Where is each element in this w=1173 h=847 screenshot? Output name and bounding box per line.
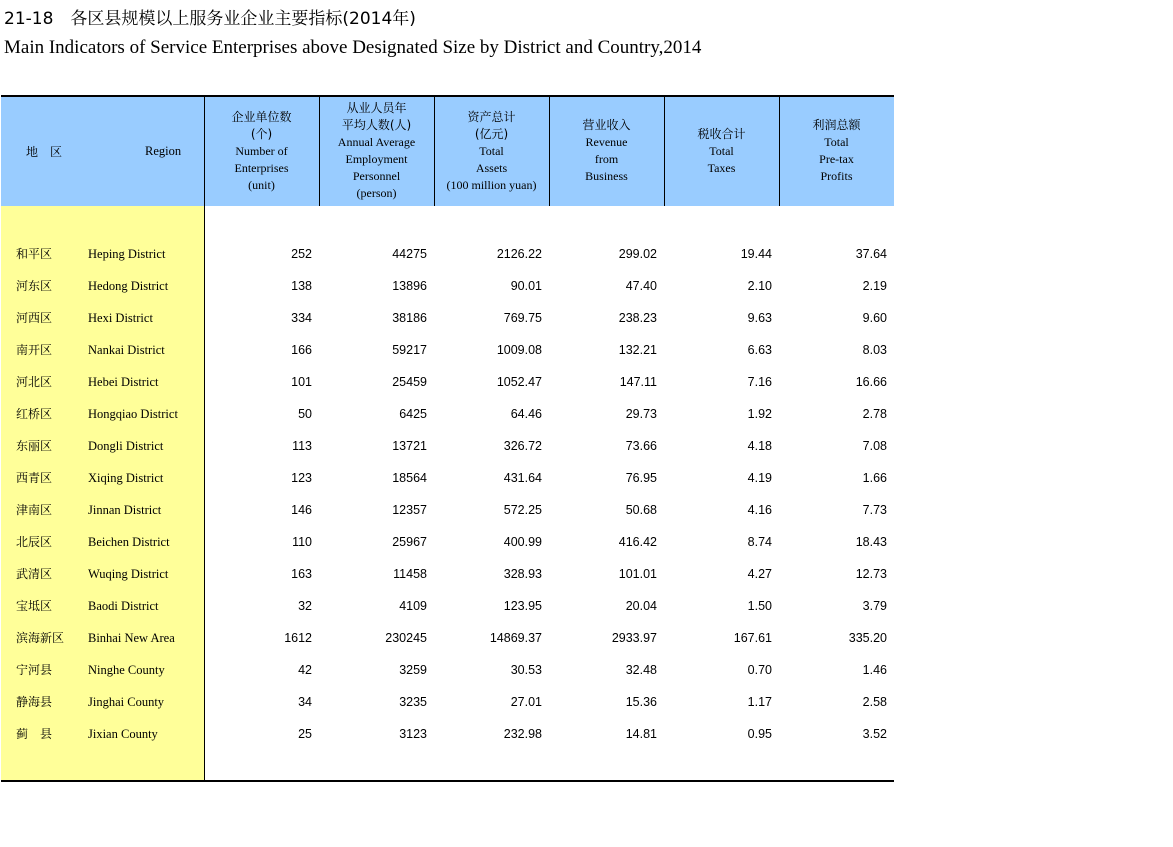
- region-name-cn: 河东区: [16, 279, 53, 293]
- value-cell: 12.73: [855, 567, 887, 581]
- value-cell: 4.27: [747, 567, 772, 581]
- table-row: [0, 661, 894, 693]
- value-cell: 13896: [392, 279, 427, 293]
- value-cell: 7.08: [862, 439, 887, 453]
- column-header-cn: (亿元): [474, 126, 509, 141]
- value-cell: 299.02: [618, 247, 657, 261]
- value-cell: 7.73: [862, 503, 887, 517]
- table-row: [0, 469, 894, 501]
- table-top-border: [1, 95, 894, 97]
- column-header-en: (100 million yuan): [446, 177, 537, 192]
- column-divider: [664, 96, 665, 206]
- region-name-cn: 蓟 县: [16, 727, 53, 741]
- column-header-en: Business: [585, 169, 628, 183]
- value-cell: 4.19: [747, 471, 772, 485]
- region-name-en: Ninghe County: [88, 663, 165, 677]
- table-row: [0, 693, 894, 725]
- region-name-en: Baodi District: [88, 599, 159, 613]
- table-row: [0, 725, 894, 757]
- value-cell: 16.66: [855, 375, 887, 389]
- region-name-cn: 宁河县: [16, 663, 53, 677]
- table-row: [0, 405, 894, 437]
- value-cell: 416.42: [618, 535, 657, 549]
- region-name-cn: 武清区: [16, 567, 53, 581]
- value-cell: 15.36: [625, 695, 657, 709]
- column-divider: [779, 96, 780, 206]
- value-cell: 123: [291, 471, 312, 485]
- value-cell: 47.40: [625, 279, 657, 293]
- value-cell: 25: [298, 727, 312, 741]
- value-cell: 431.64: [503, 471, 542, 485]
- value-cell: 146: [291, 503, 312, 517]
- value-cell: 230245: [385, 631, 427, 645]
- value-cell: 7.16: [747, 375, 772, 389]
- value-cell: 8.03: [862, 343, 887, 357]
- value-cell: 20.04: [625, 599, 657, 613]
- value-cell: 50.68: [625, 503, 657, 517]
- table-row: [0, 437, 894, 469]
- value-cell: 3123: [399, 727, 427, 741]
- column-header-en: Profits: [820, 169, 853, 183]
- region-name-en: Jinghai County: [88, 695, 165, 709]
- value-cell: 1.46: [862, 663, 887, 677]
- value-cell: 19.44: [740, 247, 772, 261]
- value-cell: 2.19: [862, 279, 887, 293]
- column-header-en: Assets: [475, 160, 508, 175]
- value-cell: 769.75: [503, 311, 542, 325]
- value-cell: 238.23: [618, 311, 657, 325]
- value-cell: 123.95: [503, 599, 542, 613]
- table-row: [0, 277, 894, 309]
- value-cell: 32: [298, 599, 312, 613]
- table-row: [0, 341, 894, 373]
- table-row: [0, 501, 894, 533]
- region-name-cn: 津南区: [16, 503, 53, 517]
- region-name-en: Nankai District: [88, 343, 165, 357]
- column-header: [204, 96, 319, 206]
- value-cell: 11458: [393, 567, 427, 581]
- header-region-cn: 地 区: [26, 144, 63, 159]
- value-cell: 1009.08: [496, 343, 542, 357]
- column-header-en: Taxes: [707, 160, 736, 175]
- region-name-cn: 河西区: [16, 311, 53, 325]
- column-header-en: Total: [479, 143, 504, 158]
- region-name-cn: 宝坻区: [16, 599, 53, 613]
- column-header: [779, 96, 894, 206]
- value-cell: 3.79: [862, 599, 887, 613]
- value-cell: 76.95: [625, 471, 657, 485]
- column-header-en: Total: [709, 143, 734, 158]
- column-header-cn: 税收合计: [697, 126, 746, 141]
- value-cell: 14.81: [625, 727, 657, 741]
- column-header-en: Total: [824, 135, 849, 149]
- value-cell: 6425: [399, 407, 427, 421]
- table-title-chinese: 21-18 各区县规模以上服务业企业主要指标(2014年): [4, 9, 416, 29]
- value-cell: 30.53: [510, 663, 542, 677]
- value-cell: 3235: [399, 695, 427, 709]
- value-cell: 2.58: [862, 695, 887, 709]
- value-cell: 64.46: [510, 407, 542, 421]
- table-row: [0, 309, 894, 341]
- value-cell: 4.18: [747, 439, 772, 453]
- value-cell: 328.93: [503, 567, 542, 581]
- column-header: [319, 96, 434, 206]
- value-cell: 0.95: [747, 727, 772, 741]
- column-header-en: Employment: [345, 152, 408, 166]
- value-cell: 326.72: [503, 439, 542, 453]
- column-header-cn: 利润总额: [812, 118, 861, 132]
- value-cell: 50: [298, 407, 312, 421]
- column-header: [434, 96, 549, 206]
- column-header-cn: (个): [250, 126, 273, 141]
- value-cell: 113: [292, 439, 312, 453]
- column-header-cn: 平均人数(人): [341, 118, 412, 132]
- value-cell: 12357: [392, 503, 427, 517]
- region-name-en: Hedong District: [88, 279, 169, 293]
- value-cell: 9.60: [862, 311, 887, 325]
- value-cell: 4109: [399, 599, 427, 613]
- region-name-cn: 西青区: [16, 471, 53, 485]
- value-cell: 101.01: [618, 567, 657, 581]
- table-row: [0, 373, 894, 405]
- region-name-en: Heping District: [88, 247, 166, 261]
- value-cell: 2126.22: [496, 247, 542, 261]
- value-cell: 1.66: [862, 471, 887, 485]
- value-cell: 25459: [392, 375, 427, 389]
- value-cell: 2.10: [747, 279, 772, 293]
- region-name-cn: 东丽区: [16, 439, 53, 453]
- value-cell: 1.17: [747, 695, 772, 709]
- column-header-en: Pre-tax: [819, 152, 854, 166]
- value-cell: 90.01: [510, 279, 542, 293]
- value-cell: 6.63: [747, 343, 772, 357]
- region-name-cn: 河北区: [16, 375, 53, 389]
- column-header-en: Personnel: [352, 169, 401, 183]
- value-cell: 59217: [392, 343, 427, 357]
- value-cell: 252: [291, 247, 312, 261]
- value-cell: 0.70: [747, 663, 772, 677]
- value-cell: 132.21: [618, 343, 657, 357]
- header-region-en: Region: [145, 143, 182, 158]
- value-cell: 572.25: [503, 503, 542, 517]
- value-cell: 18564: [392, 471, 427, 485]
- column-header-en: (unit): [248, 177, 275, 192]
- region-name-en: Beichen District: [88, 535, 170, 549]
- value-cell: 8.74: [747, 535, 772, 549]
- region-name-cn: 红桥区: [16, 407, 53, 421]
- region-name-en: Wuqing District: [88, 567, 169, 581]
- column-header-cn: 从业人员年: [346, 101, 407, 115]
- value-cell: 1.92: [747, 407, 772, 421]
- column-header: [664, 96, 779, 206]
- value-cell: 334: [291, 311, 312, 325]
- region-name-en: Hongqiao District: [88, 407, 178, 421]
- table-row: [0, 629, 894, 661]
- column-header-en: from: [594, 152, 619, 166]
- value-cell: 3259: [399, 663, 427, 677]
- value-cell: 1612: [284, 631, 312, 645]
- value-cell: 2933.97: [611, 631, 657, 645]
- value-cell: 1.50: [747, 599, 772, 613]
- table-bottom-border: [1, 780, 894, 782]
- value-cell: 101: [291, 375, 312, 389]
- value-cell: 42: [298, 663, 312, 677]
- value-cell: 2.78: [862, 407, 887, 421]
- column-header-en: Annual Average: [337, 135, 416, 149]
- column-divider: [549, 96, 550, 206]
- value-cell: 73.66: [625, 439, 657, 453]
- value-cell: 32.48: [625, 663, 657, 677]
- value-cell: 4.16: [747, 503, 772, 517]
- region-name-en: Hexi District: [88, 311, 153, 325]
- value-cell: 147.11: [619, 375, 657, 389]
- value-cell: 9.63: [747, 311, 772, 325]
- value-cell: 163: [291, 567, 312, 581]
- table-row: [0, 565, 894, 597]
- value-cell: 138: [291, 279, 312, 293]
- column-header-cn: 企业单位数: [231, 109, 292, 124]
- value-cell: 167.61: [733, 631, 772, 645]
- value-cell: 400.99: [503, 535, 542, 549]
- value-cell: 34: [298, 695, 312, 709]
- region-name-cn: 南开区: [16, 343, 53, 357]
- column-header-cn: 资产总计: [467, 109, 516, 124]
- value-cell: 335.20: [848, 631, 887, 645]
- value-cell: 37.64: [855, 247, 887, 261]
- region-name-cn: 滨海新区: [16, 631, 65, 645]
- column-header-en: Revenue: [585, 135, 628, 149]
- value-cell: 38186: [392, 311, 427, 325]
- value-cell: 29.73: [625, 407, 657, 421]
- value-cell: 232.98: [503, 727, 542, 741]
- region-name-en: Hebei District: [88, 375, 159, 389]
- column-header-en: Enterprises: [234, 160, 289, 175]
- region-name-en: Binhai New Area: [88, 631, 175, 645]
- table-row: [0, 533, 894, 565]
- table-row: [0, 245, 894, 277]
- value-cell: 110: [292, 535, 312, 549]
- value-cell: 14869.37: [489, 631, 542, 645]
- table-row: [0, 597, 894, 629]
- value-cell: 166: [291, 343, 312, 357]
- region-name-en: Dongli District: [88, 439, 164, 453]
- column-divider: [434, 96, 435, 206]
- value-cell: 44275: [392, 247, 427, 261]
- table-title-english: Main Indicators of Service Enterprises above Designated Size by District and Country,2014: [4, 37, 702, 58]
- value-cell: 13721: [392, 439, 427, 453]
- value-cell: 1052.47: [496, 375, 542, 389]
- value-cell: 18.43: [855, 535, 887, 549]
- region-name-cn: 和平区: [16, 247, 53, 261]
- region-name-en: Jinnan District: [88, 503, 162, 517]
- column-divider: [319, 96, 320, 206]
- column-header: [549, 96, 664, 206]
- value-cell: 25967: [392, 535, 427, 549]
- column-header-en: (person): [356, 186, 397, 200]
- region-name-en: Xiqing District: [88, 471, 164, 485]
- region-name-cn: 静海县: [16, 695, 53, 709]
- region-name-cn: 北辰区: [16, 535, 53, 549]
- header-region-en-cell: [145, 96, 181, 206]
- column-header-cn: 营业收入: [582, 118, 631, 132]
- region-name-en: Jixian County: [88, 727, 158, 741]
- header-region-cn-cell: [26, 96, 62, 206]
- value-cell: 27.01: [510, 695, 542, 709]
- value-cell: 3.52: [862, 727, 887, 741]
- column-header-en: Number of: [235, 143, 288, 158]
